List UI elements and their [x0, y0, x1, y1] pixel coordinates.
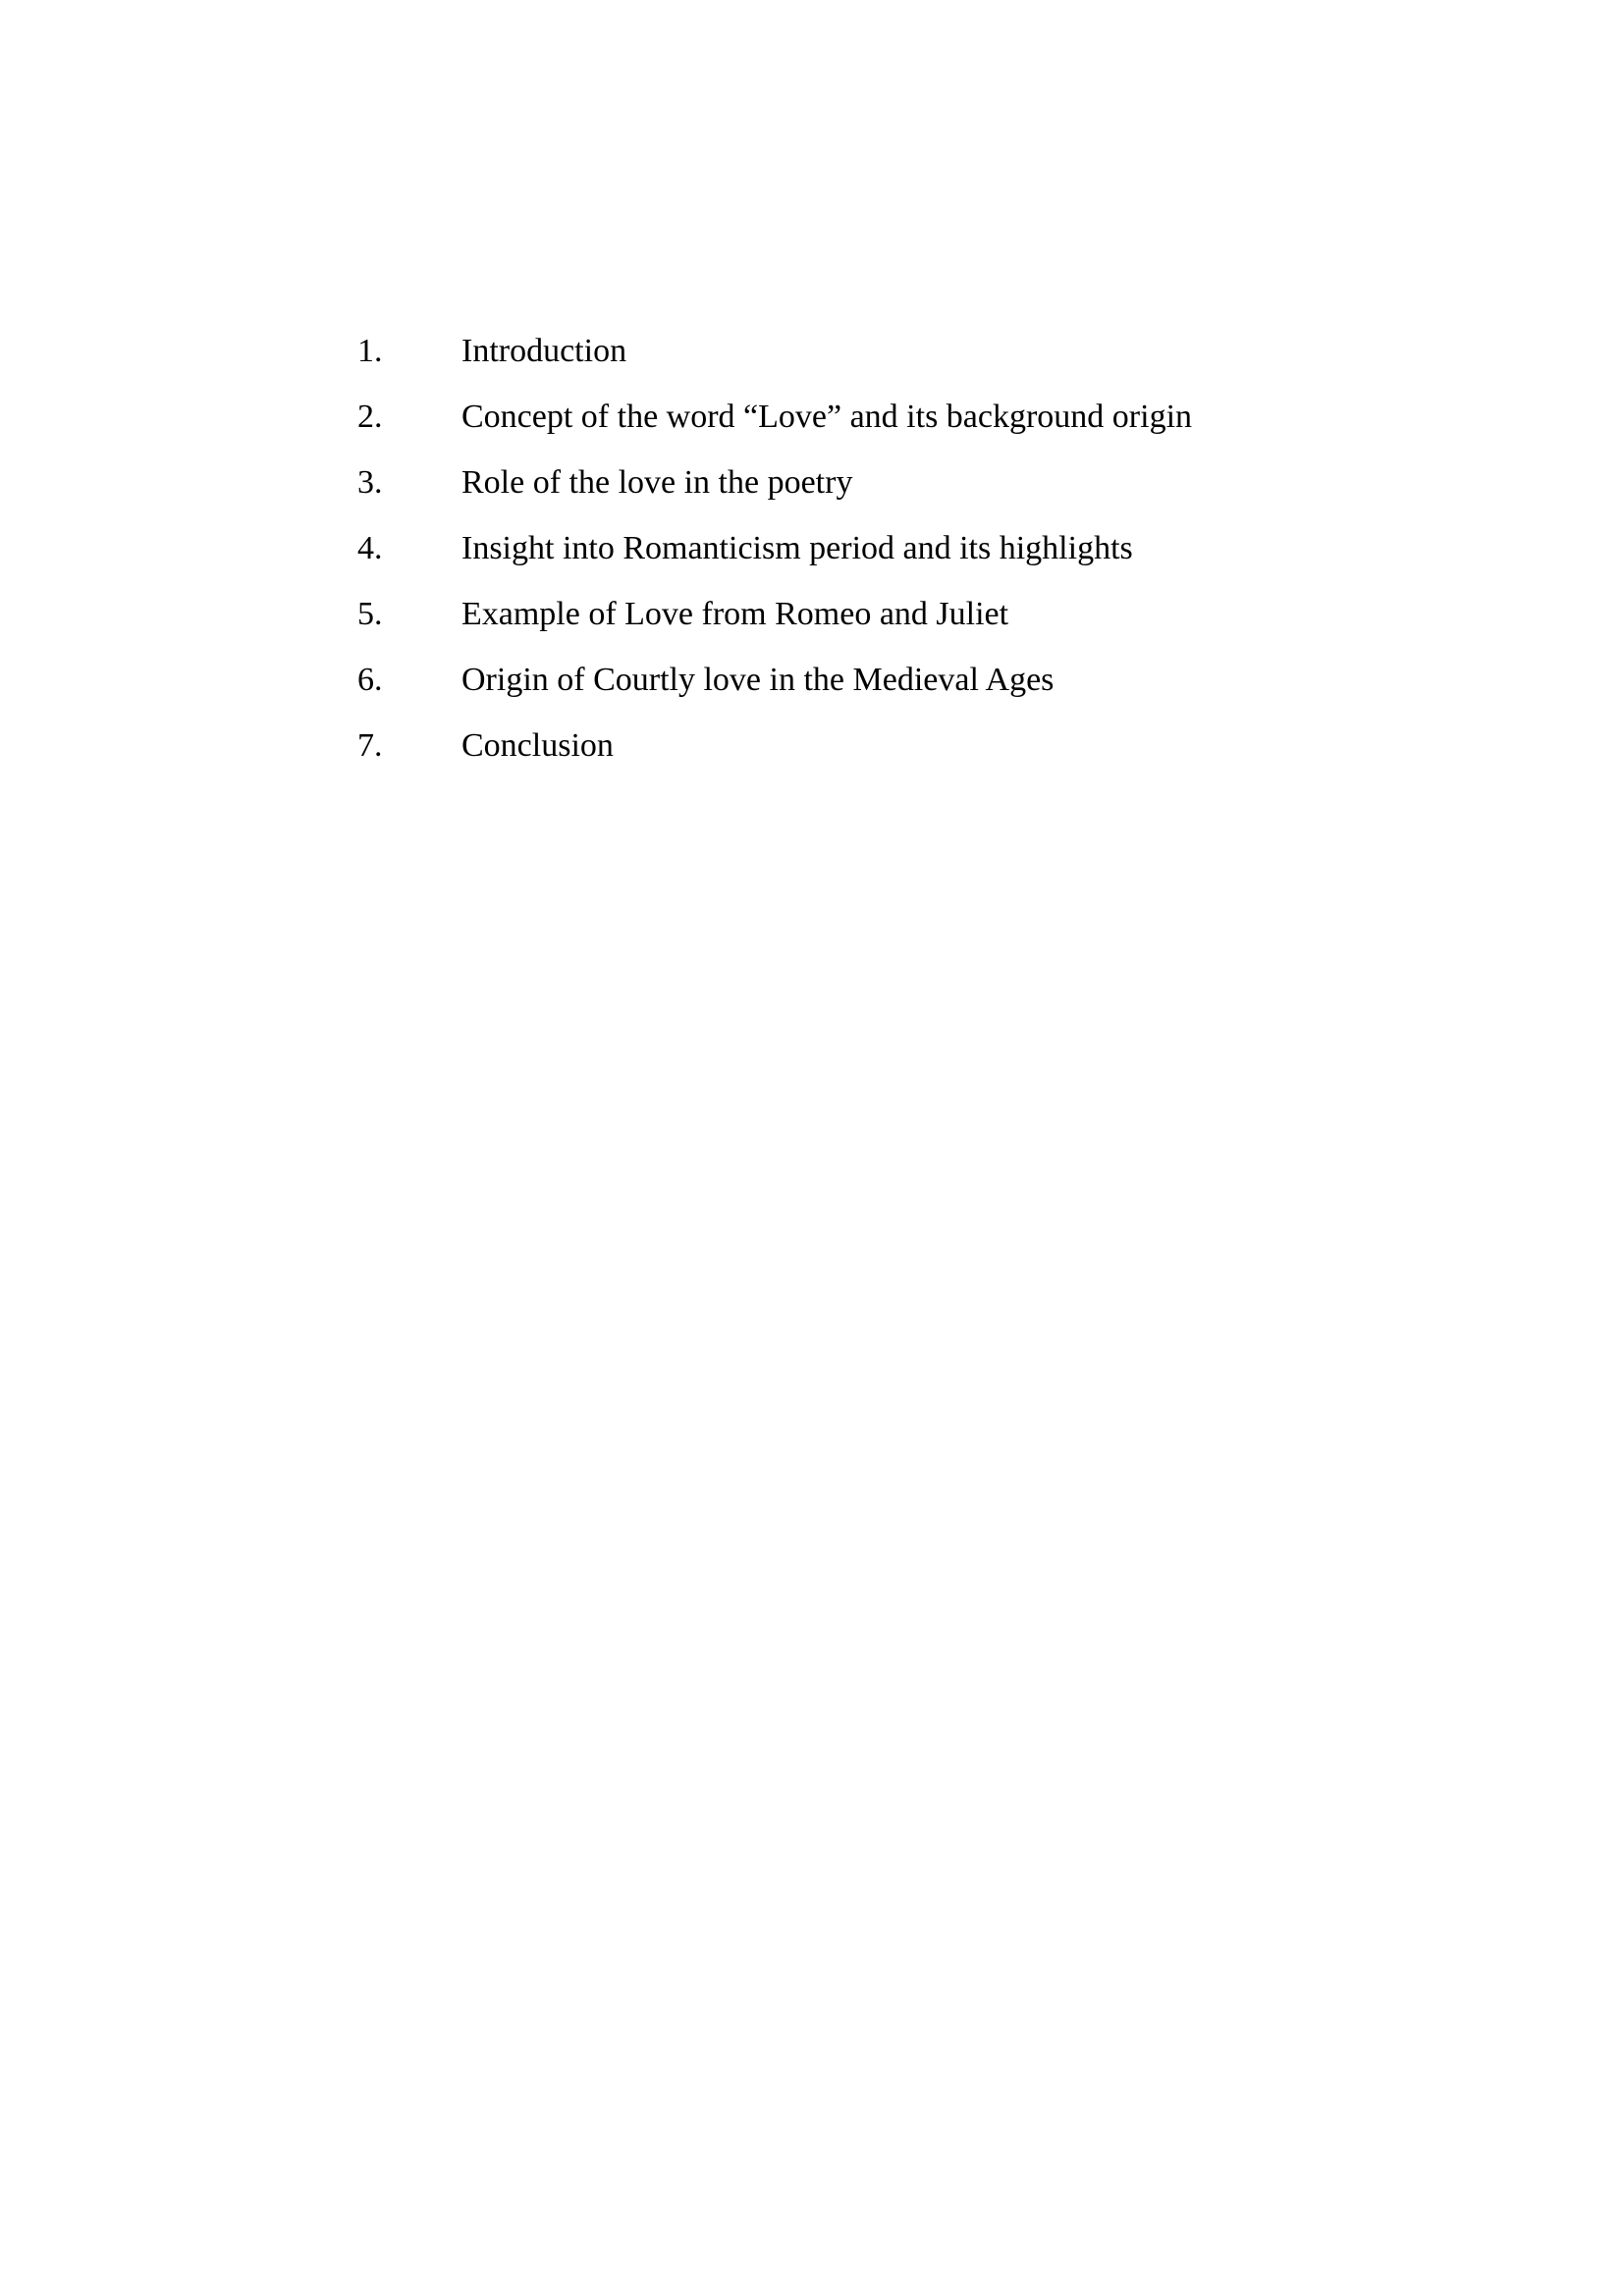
item-text: Role of the love in the poetry — [461, 464, 853, 501]
item-text: Concept of the word “Love” and its background origin — [461, 399, 1193, 435]
item-text: Insight into Romanticism period and its highlights — [461, 530, 1133, 566]
item-number: 5. — [357, 596, 383, 632]
outline-item-courtly-love — [357, 657, 1192, 722]
outline-item-romeo-and-juliet — [357, 591, 1192, 657]
outline-item-romanticism — [357, 525, 1192, 591]
item-text: Example of Love from Romeo and Juliet — [461, 596, 1009, 632]
item-text: Origin of Courtly love in the Medieval Ages — [461, 662, 1055, 698]
item-text: Conclusion — [461, 727, 614, 764]
item-number: 7. — [357, 727, 383, 764]
item-number: 6. — [357, 662, 383, 698]
item-number: 1. — [357, 333, 383, 369]
item-number: 4. — [357, 530, 383, 566]
item-text: Introduction — [461, 333, 627, 369]
outline-item-introduction — [357, 328, 1192, 394]
outline-list — [357, 328, 1192, 788]
outline-item-role-in-poetry — [357, 459, 1192, 525]
outline-item-concept-of-love — [357, 394, 1192, 459]
outline-item-conclusion — [357, 722, 1192, 788]
item-number: 3. — [357, 464, 383, 501]
item-number: 2. — [357, 399, 383, 435]
